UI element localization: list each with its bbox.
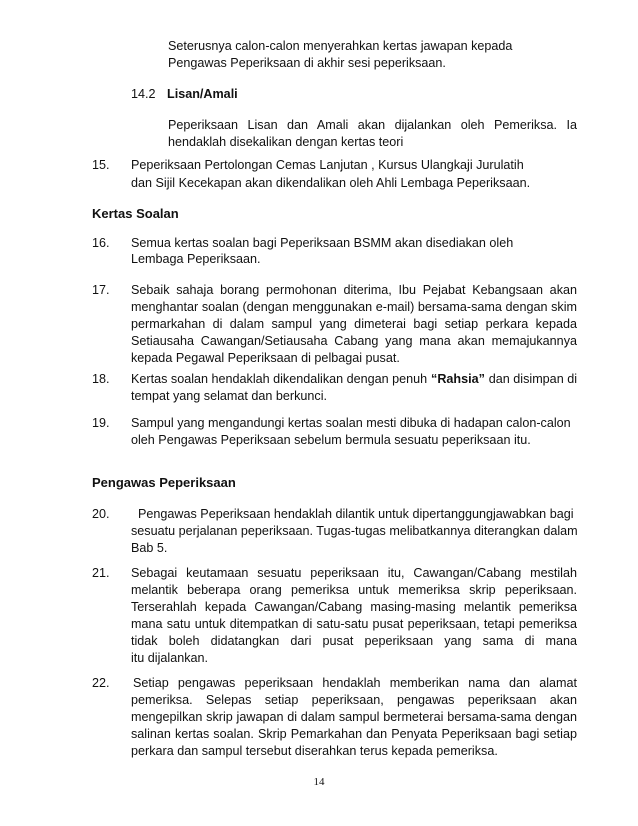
item-17-line-1: Sebaik sahaja borang permohonan diterima, Ibu Pejabat Kebangsaan akan	[131, 283, 577, 297]
item-number: 18.	[92, 372, 110, 386]
item-20-line-2: sesuatu perjalanan peperiksaan. Tugas-tugas melibatkannya diterangkan dalam	[131, 524, 578, 538]
item-number: 22.	[92, 676, 110, 690]
item-22-line-4: salinan kertas soalan. Skrip Pemarkahan dan Penyata Peperiksaan bagi setiap	[131, 727, 577, 741]
item-22-line-1: Setiap pengawas peperiksaan hendaklah memberikan nama dan alamat	[133, 676, 577, 690]
item-21-line-3: Terserahlah kepada Cawangan/Cabang masing-masing melantik pemeriksa	[131, 600, 577, 614]
section-heading-pengawas: Pengawas Peperiksaan	[92, 475, 236, 490]
item-18-line-2: tempat yang selamat dan berkunci.	[131, 389, 328, 403]
item-17-line-3: permarkahan di dalam sampul yang dimeterai bagi setiap perkara kepada	[131, 317, 577, 331]
item-15-line-2: dan Sijil Kecekapan akan dikendalikan oleh Ahli Lembaga Peperiksaan.	[131, 176, 531, 190]
item-17-line-4: Setiausaha Cawangan/Setiausaha Cabang yang mana akan memajukannya	[131, 334, 577, 348]
item-21-line-2: melantik beberapa orang pemeriksa untuk memeriksa skrip peperiksaan.	[131, 583, 577, 597]
item-number: 16.	[92, 236, 110, 250]
subsection-title: Lisan/Amali	[167, 87, 238, 101]
subsection-number: 14.2	[131, 87, 156, 101]
rahsia-emphasis: “Rahsia”	[431, 372, 485, 386]
item-17-line-2: menghantar soalan (dengan menggunakan e-mail) bersama-sama dengan skim	[131, 300, 577, 314]
item-18-line-1	[131, 371, 577, 388]
subsection-line-1: Peperiksaan Lisan dan Amali akan dijalankan oleh Pemeriksa. Ia	[168, 118, 577, 132]
page-number: 14	[313, 776, 325, 788]
item-21-line-5: tidak boleh didatangkan dari pusat peperiksaan yang sama di mana	[131, 634, 577, 648]
item-18-text-b: dan disimpan di	[488, 372, 577, 386]
item-21-line-4: mana satu untuk ditempatkan di satu-satu pusat peperiksaan, tetapi pemeriksa	[131, 617, 577, 631]
section-heading-kertas-soalan: Kertas Soalan	[92, 206, 179, 221]
item-16-line-2: Lembaga Peperiksaan.	[131, 252, 261, 266]
item-22-line-5: perkara dan sampul tersebut diserahkan terus kepada pemeriksa.	[131, 744, 498, 758]
item-20-line-3: Bab 5.	[131, 541, 168, 555]
item-number: 21.	[92, 566, 110, 580]
item-20-line-1: Pengawas Peperiksaan hendaklah dilantik untuk dipertanggungjawabkan bagi	[138, 507, 574, 521]
item-number: 19.	[92, 416, 110, 430]
item-17-line-5: kepada Pegawal Peperiksaan di pelbagai pusat.	[131, 351, 400, 365]
item-16-line-1: Semua kertas soalan bagi Peperiksaan BSMM akan disediakan oleh	[131, 236, 514, 250]
item-number: 17.	[92, 283, 110, 297]
item-18-text-a: Kertas soalan hendaklah dikendalikan dengan penuh	[131, 372, 428, 386]
item-21-line-1: Sebagai keutamaan sesuatu peperiksaan itu, Cawangan/Cabang mestilah	[131, 566, 577, 580]
item-22-line-2: pemeriksa. Selepas setiap peperiksaan, pengawas peperiksaan akan	[131, 693, 577, 707]
item-21-line-6: itu dijalankan.	[131, 651, 209, 665]
item-22-line-3: mengepilkan skrip jawapan di dalam sampul bermeterai bersama-sama dengan	[131, 710, 577, 724]
intro-line-1: Seterusnya calon-calon menyerahkan kertas jawapan kepada	[168, 39, 513, 53]
item-15-line-1: Peperiksaan Pertolongan Cemas Lanjutan , Kursus Ulangkaji Jurulatih	[131, 158, 524, 172]
item-19-line-2: oleh Pengawas Peperiksaan sebelum bermula sesuatu peperiksaan itu.	[131, 433, 531, 447]
intro-line-2: Pengawas Peperiksaan di akhir sesi peperiksaan.	[168, 56, 446, 70]
item-19-line-1: Sampul yang mengandungi kertas soalan mesti dibuka di hadapan calon-calon	[131, 416, 571, 430]
subsection-line-2: hendaklah disekalikan dengan kertas teori	[168, 135, 404, 149]
item-number: 20.	[92, 507, 110, 521]
item-number: 15.	[92, 158, 110, 172]
